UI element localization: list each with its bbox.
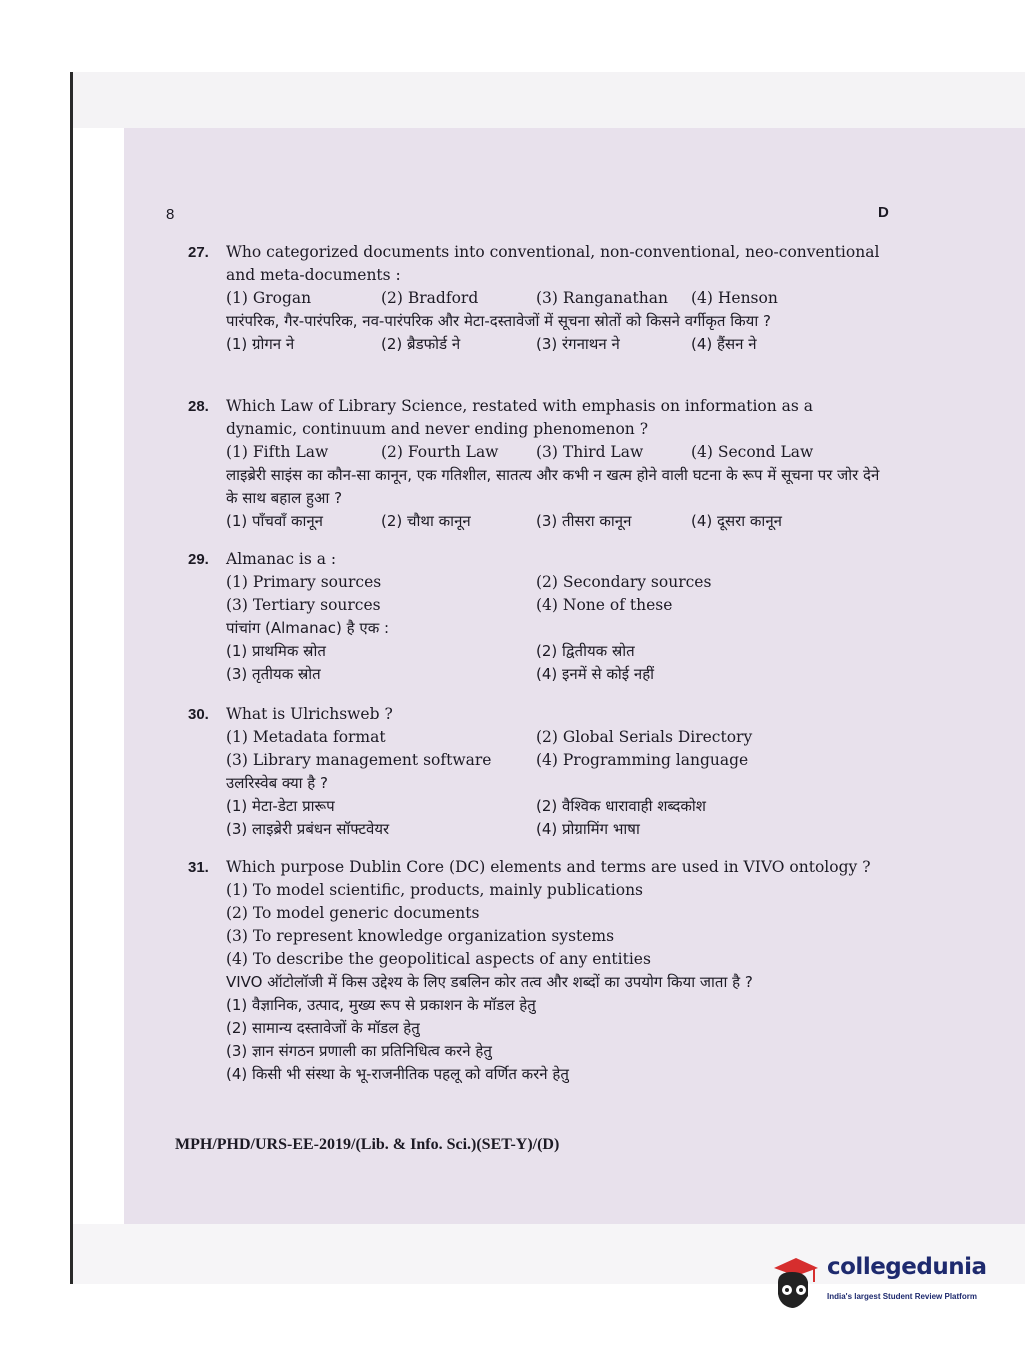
options-en-row-1 — [226, 726, 888, 749]
scan-top-margin — [73, 72, 1025, 128]
paper-code-footer: MPH/PHD/URS-EE-2019/(Lib. & Info. Sci.)(SET-Y)/(D) — [175, 1136, 560, 1153]
scan-left-edge — [70, 72, 73, 1284]
question-number: 27. — [188, 244, 209, 261]
question-28 — [188, 395, 888, 533]
question-text-en: Who categorized documents into conventional, non-conventional, neo-conventional and meta-documents : — [226, 243, 880, 284]
question-text-hi: पांचांग (Almanac) है एक : — [226, 619, 390, 637]
option-1: (1) Metadata format — [226, 728, 386, 746]
question-text-en: Almanac is a : — [226, 550, 337, 568]
options-hi-row-2 — [226, 663, 888, 686]
option-4-hi: (4) इनमें से कोई नहीं — [536, 665, 655, 683]
option-4: (4) Henson — [691, 289, 778, 307]
option-4: (4) Second Law — [691, 443, 814, 461]
option-4: (4) Programming language — [536, 751, 749, 769]
option-1: (1) Fifth Law — [226, 443, 329, 461]
question-number: 31. — [188, 859, 209, 876]
options-en — [226, 287, 888, 310]
option-1-hi: (1) मेटा-डेटा प्रारूप — [226, 797, 335, 815]
option-4-hi: (4) प्रोग्रामिंग भाषा — [536, 820, 640, 838]
question-31 — [188, 856, 888, 1086]
options-hi-row-1 — [226, 795, 888, 818]
options-hi — [226, 510, 888, 533]
option-3: (3) Library management software — [226, 751, 492, 769]
option-2: (2) Fourth Law — [381, 443, 499, 461]
option-1-hi: (1) ग्रोगन ने — [226, 335, 295, 353]
option-2-hi: (2) द्वितीयक स्रोत — [536, 642, 635, 660]
option-1-hi: (1) वैज्ञानिक, उत्पाद, मुख्य रूप से प्रकाशन के मॉडल हेतु — [226, 996, 536, 1014]
question-29 — [188, 548, 888, 686]
option-2: (2) Global Serials Directory — [536, 728, 753, 746]
options-en-row-1 — [226, 571, 888, 594]
question-text-en: Which Law of Library Science, restated with emphasis on information as a dynamic, continuum and never ending phenomenon ? — [226, 397, 814, 438]
option-4-hi: (4) हैंसन ने — [691, 335, 757, 353]
question-30 — [188, 703, 888, 841]
option-2: (2) Secondary sources — [536, 573, 712, 591]
option-4-hi: (4) दूसरा कानून — [691, 512, 782, 530]
option-4-hi: (4) किसी भी संस्था के भू-राजनीतिक पहलू को वर्णित करने हेतु — [226, 1065, 569, 1083]
option-3-hi: (3) तृतीयक स्रोत — [226, 665, 321, 683]
options-en-row-2 — [226, 749, 888, 772]
logo-name: collegedunia — [827, 1254, 987, 1280]
option-3-hi: (3) रंगनाथन ने — [536, 335, 620, 353]
question-number: 30. — [188, 706, 209, 723]
option-2-hi: (2) सामान्य दस्तावेजों के मॉडल हेतु — [226, 1019, 420, 1037]
option-2: (2) To model generic documents — [226, 904, 480, 922]
option-3: (3) Tertiary sources — [226, 596, 381, 614]
option-2-hi: (2) ब्रैडफोर्ड ने — [381, 335, 461, 353]
collegedunia-logo[interactable] — [770, 1252, 995, 1316]
options-hi-row-2 — [226, 818, 888, 841]
option-1: (1) Primary sources — [226, 573, 382, 591]
option-4: (4) To describe the geopolitical aspects of any entities — [226, 950, 651, 968]
option-2-hi: (2) वैश्विक धारावाही शब्दकोश — [536, 797, 706, 815]
option-2-hi: (2) चौथा कानून — [381, 512, 471, 530]
question-number: 29. — [188, 551, 209, 568]
question-text-hi: लाइब्रेरी साइंस का कौन-सा कानून, एक गतिशील, सातत्य और कभी न खत्म होने वाली घटना के रूप में सूचना पर जोर देने के साथ बहाल हुआ ? — [226, 466, 880, 507]
option-2: (2) Bradford — [381, 289, 479, 307]
question-text-hi: उलरिस्वेब क्या है ? — [226, 774, 328, 792]
question-number: 28. — [188, 398, 209, 415]
question-text-en: Which purpose Dublin Core (DC) elements and terms are used in VIVO ontology ? — [226, 858, 871, 876]
question-text-hi: VIVO ऑटोलॉजी में किस उद्देश्य के लिए डबलिन कोर तत्व और शब्दों का उपयोग किया जाता है ? — [226, 973, 753, 991]
options-en-row-2 — [226, 594, 888, 617]
set-code: D — [878, 204, 889, 221]
option-3-hi: (3) ज्ञान संगठन प्रणाली का प्रतिनिधित्व करने हेतु — [226, 1042, 492, 1060]
option-3: (3) To represent knowledge organization systems — [226, 927, 615, 945]
page-number: 8 — [166, 206, 175, 223]
option-4: (4) None of these — [536, 596, 673, 614]
options-hi-row-1 — [226, 640, 888, 663]
options-en — [226, 441, 888, 464]
option-1: (1) To model scientific, products, mainly publications — [226, 881, 644, 899]
options-hi — [226, 333, 888, 356]
option-1-hi: (1) पाँचवाँ कानून — [226, 512, 323, 530]
mascot-icon — [770, 1252, 820, 1312]
option-3: (3) Third Law — [536, 443, 644, 461]
option-3: (3) Ranganathan — [536, 289, 668, 307]
question-text-hi: पारंपरिक, गैर-पारंपरिक, नव-पारंपरिक और मेटा-दस्तावेजों में सूचना स्रोतों को किसने वर्गीकृत किया ? — [226, 312, 771, 330]
logo-tagline: India's largest Student Review Platform — [827, 1292, 977, 1301]
question-27 — [188, 241, 888, 356]
option-1-hi: (1) प्राथमिक स्रोत — [226, 642, 326, 660]
option-1: (1) Grogan — [226, 289, 312, 307]
option-3-hi: (3) तीसरा कानून — [536, 512, 632, 530]
option-3-hi: (3) लाइब्रेरी प्रबंधन सॉफ्टवेयर — [226, 820, 390, 838]
question-text-en: What is Ulrichsweb ? — [226, 705, 393, 723]
